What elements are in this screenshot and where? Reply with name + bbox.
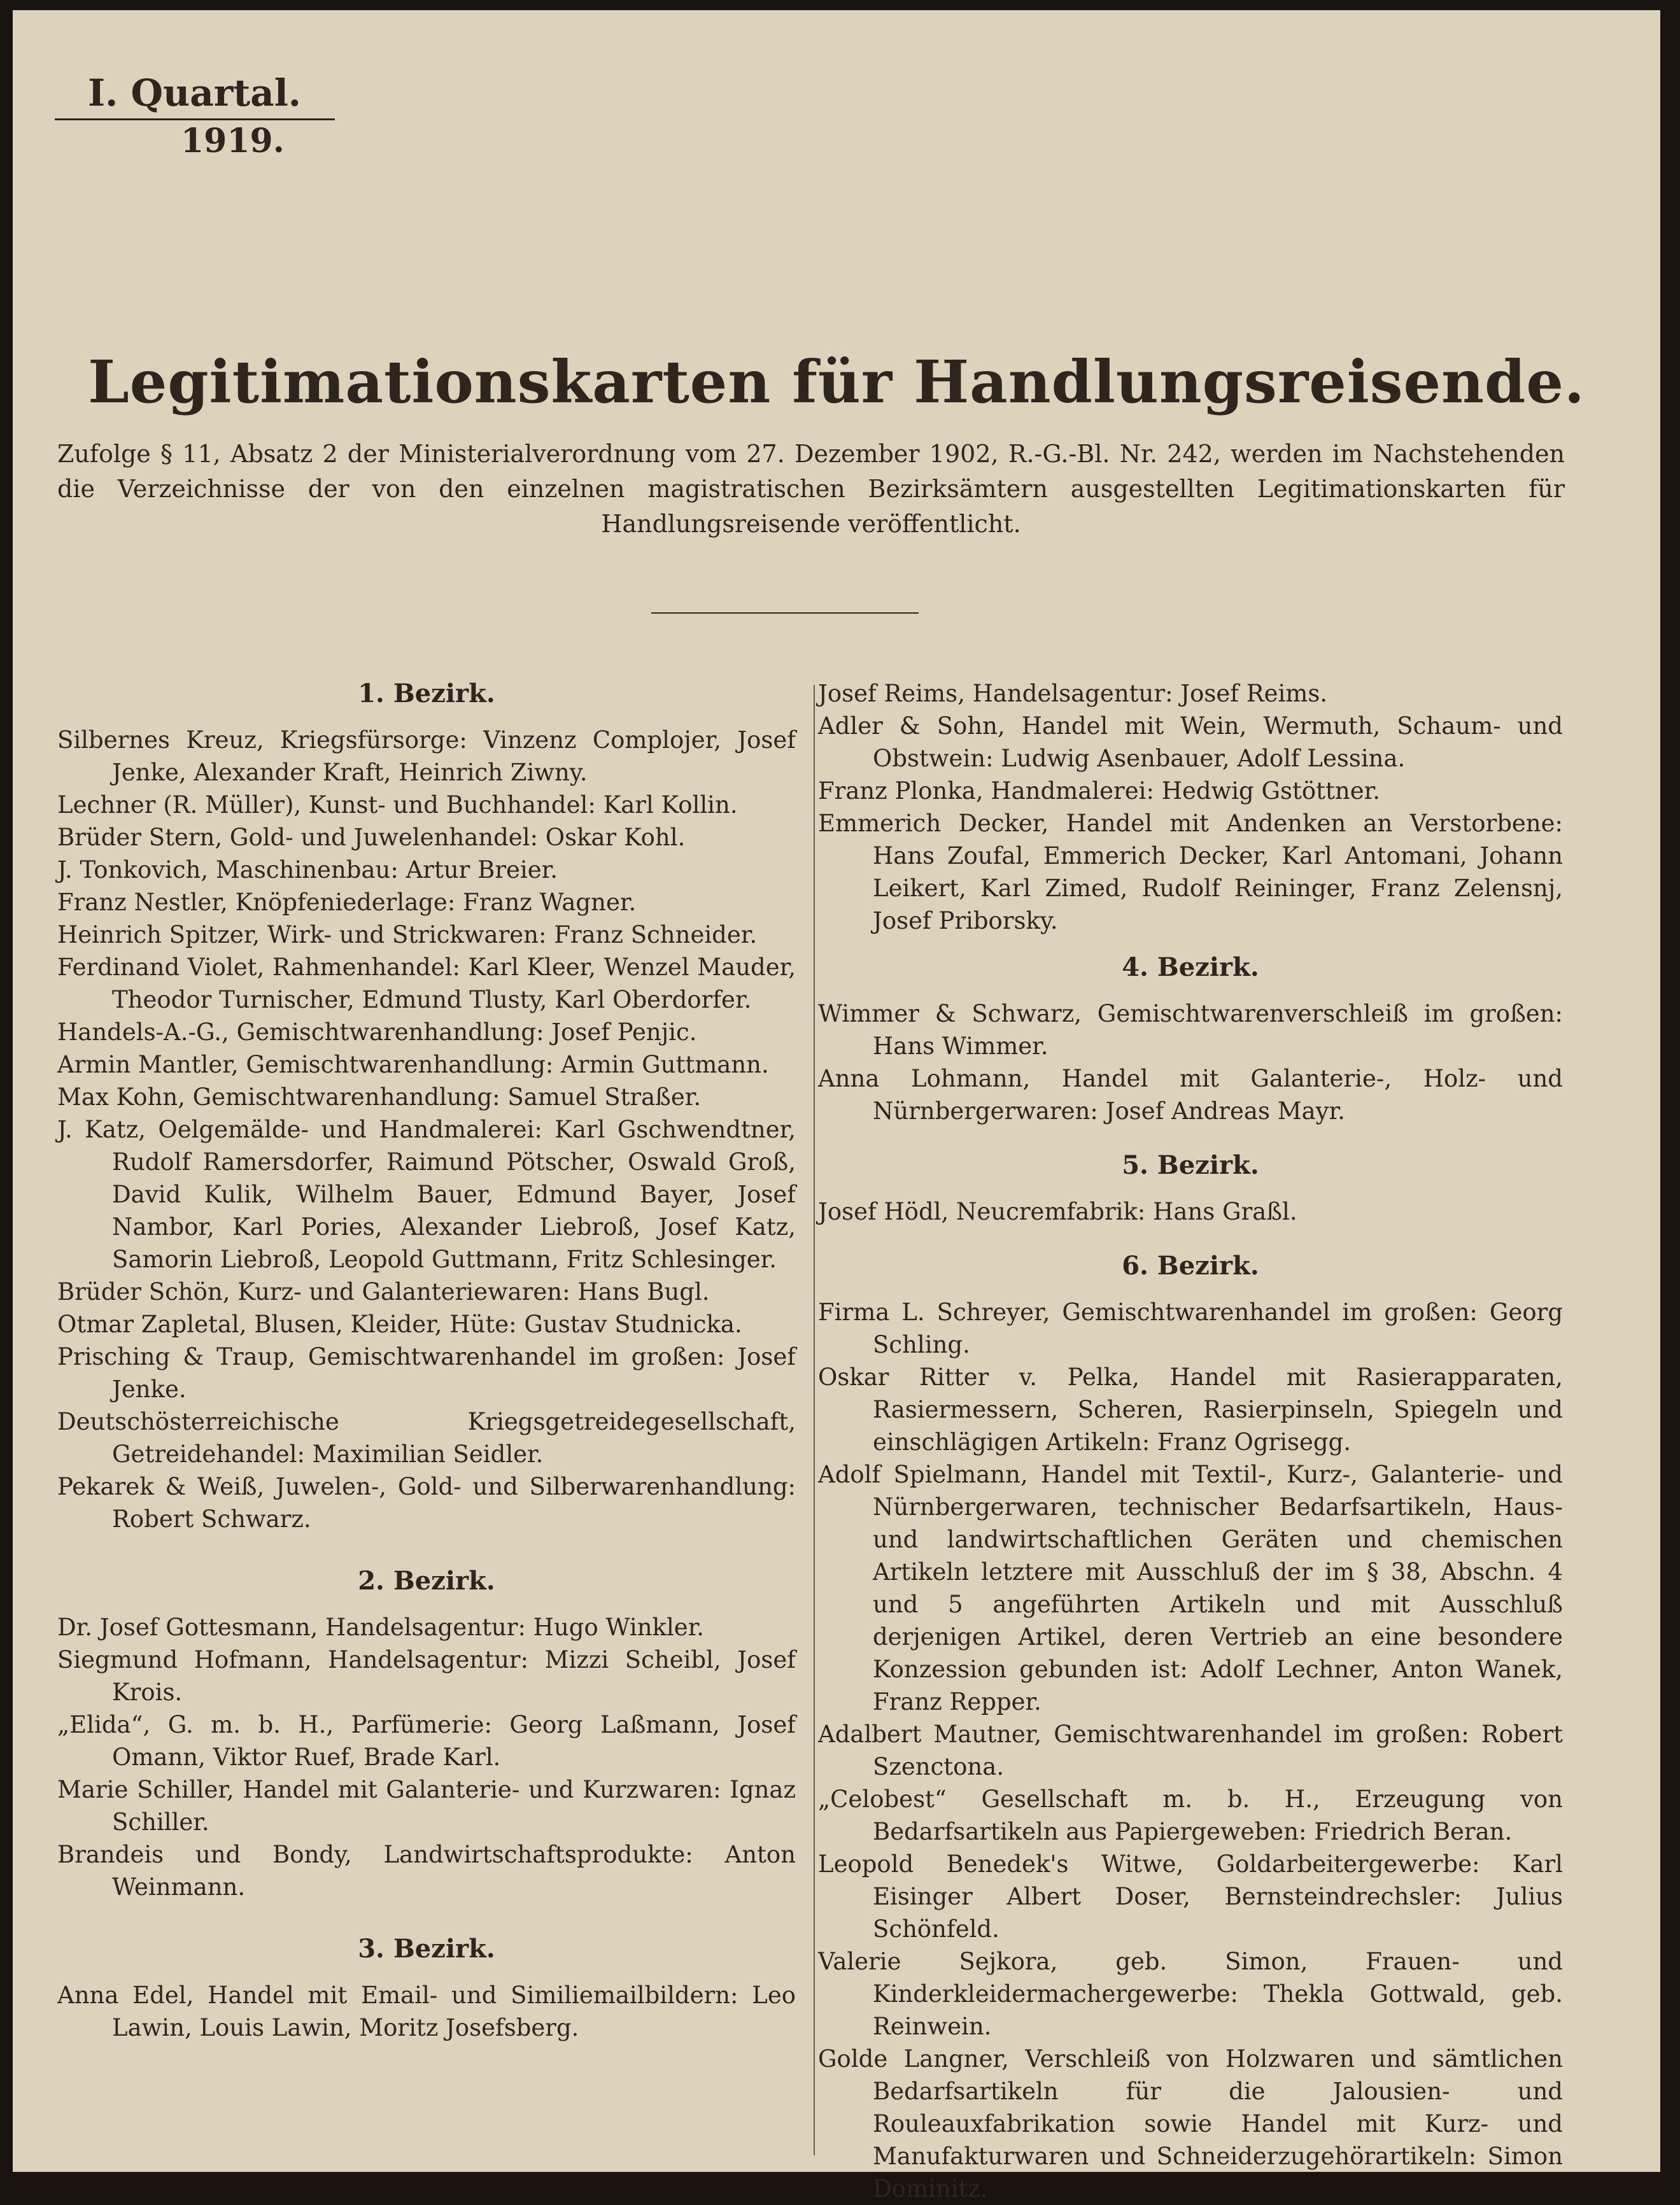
list-item: Franz Nestler, Knöpfeniederlage: Franz Wagner.	[57, 889, 637, 916]
list-item: Prisching & Traup, Gemischtwarenhandel im großen: Josef Jenke.	[57, 1343, 796, 1403]
column-divider	[814, 685, 815, 2155]
list-item: Handels-A.-G., Gemischtwarenhandlung: Josef Penjic.	[57, 1018, 697, 1046]
list-item: Brüder Stern, Gold- und Juwelenhandel: Oskar Kohl.	[57, 824, 686, 851]
list-item: Anna Lohmann, Handel mit Galanterie-, Holz- und Nürnbergerwaren: Josef Andreas Mayr.	[818, 1065, 1563, 1125]
intro-paragraph: Zufolge § 11, Absatz 2 der Ministerialverordnung vom 27. Dezember 1902, R.-G.-Bl. Nr. 242, werden im Nachstehenden die Verzeichnisse der von den einzelnen magistratischen Bezirksämtern ausgestellten Legitimationskarten für Handlungsreisende veröffentlicht.	[57, 440, 1565, 538]
right-column	[818, 677, 1563, 2205]
list-item: Ferdinand Violet, Rahmenhandel: Karl Kleer, Wenzel Mauder, Theodor Turnischer, Edmund Tlusty, Karl Oberdorfer.	[57, 954, 796, 1013]
list-item: J. Katz, Oelgemälde- und Handmalerei: Karl Gschwendtner, Rudolf Ramersdorfer, Raimund Pötscher, Oswald Groß, David Kulik, Wilhelm Bauer, Edmund Bayer, Josef Nambor, Karl Pories, Alexander Liebroß, Josef Katz, Samorin Liebroß, Leopold Guttmann, Fritz Schlesinger.	[57, 1116, 796, 1273]
district-heading: 3. Bezirk.	[358, 1934, 495, 1964]
list-item: Adolf Spielmann, Handel mit Textil-, Kurz-, Galanterie- und Nürnbergerwaren, technischer Bedarfsartikeln, Haus- und landwirtschaftlichen Geräten und chemischen Artikeln letztere mit Ausschluß der im § 38, Abschn. 4 und 5 angeführten Artikeln und mit Ausschluß derjenigen Artikel, deren Vertrieb an eine besondere Konzession gebunden ist: Adolf Lechner, Anton Wanek, Franz Repper.	[818, 1461, 1563, 1715]
list-item: Otmar Zapletal, Blusen, Kleider, Hüte: Gustav Studnicka.	[57, 1311, 742, 1338]
list-item: Max Kohn, Gemischtwarenhandlung: Samuel Straßer.	[57, 1083, 702, 1111]
list-item: Emmerich Decker, Handel mit Andenken an Verstorbene: Hans Zoufal, Emmerich Decker, Karl Antomani, Johann Leikert, Karl Zimed, Rudolf Reininger, Franz Zelensnj, Josef Priborsky.	[818, 810, 1563, 934]
list-item: Brüder Schön, Kurz- und Galanteriewaren: Hans Bugl.	[57, 1278, 710, 1306]
quarter-header	[55, 71, 335, 160]
list-item: Josef Hödl, Neucremfabrik: Hans Graßl.	[818, 1198, 1297, 1225]
list-item: Wimmer & Schwarz, Gemischtwarenverschleiß im großen: Hans Wimmer.	[818, 1000, 1563, 1060]
district-heading: 2. Bezirk.	[358, 1566, 495, 1596]
list-item: Valerie Sejkora, geb. Simon, Frauen- und Kinderkleidermachergewerbe: Thekla Gottwald, geb. Reinwein.	[818, 1948, 1563, 2040]
year-label: 1919.	[181, 122, 285, 160]
divider	[651, 612, 919, 614]
district-heading: 5. Bezirk.	[1122, 1150, 1259, 1180]
list-item: Josef Reims, Handelsagentur: Josef Reims.	[818, 680, 1328, 707]
list-item: Oskar Ritter v. Pelka, Handel mit Rasierapparaten, Rasiermessern, Scheren, Rasierpinseln, Spiegeln und einschlägigen Artikeln: Franz Ogrisegg.	[818, 1363, 1563, 1456]
list-item: Adalbert Mautner, Gemischtwarenhandel im großen: Robert Szenctona.	[818, 1721, 1563, 1780]
list-item: Leopold Benedek's Witwe, Goldarbeitergewerbe: Karl Eisinger Albert Doser, Bernsteindrechsler: Julius Schönfeld.	[818, 1850, 1563, 1943]
list-item: Deutschösterreichische Kriegsgetreidegesellschaft, Getreidehandel: Maximilian Seidler.	[57, 1408, 796, 1468]
district-heading: 1. Bezirk.	[358, 679, 495, 708]
left-column	[57, 677, 796, 2044]
list-item: Heinrich Spitzer, Wirk- und Strickwaren: Franz Schneider.	[57, 921, 758, 948]
list-item: Lechner (R. Müller), Kunst- und Buchhandel: Karl Kollin.	[57, 791, 738, 819]
document-page	[13, 10, 1660, 2202]
list-item: J. Tonkovich, Maschinenbau: Artur Breier.	[57, 856, 558, 884]
list-item: Armin Mantler, Gemischtwarenhandlung: Armin Guttmann.	[57, 1051, 769, 1078]
page-title: Legitimationskarten für Handlungsreisende.	[88, 348, 1585, 416]
list-item: „Celobest“ Gesellschaft m. b. H., Erzeugung von Bedarfsartikeln aus Papiergeweben: Friedrich Beran.	[818, 1786, 1563, 1845]
list-item: Pekarek & Weiß, Juwelen-, Gold- und Silberwarenhandlung: Robert Schwarz.	[57, 1473, 796, 1533]
list-item: Silbernes Kreuz, Kriegsfürsorge: Vinzenz Complojer, Josef Jenke, Alexander Kraft, Heinrich Ziwny.	[57, 726, 796, 786]
list-item: Golde Langner, Verschleiß von Holzwaren und sämtlichen Bedarfsartikeln für die Jalousien- und Rouleauxfabrikation sowie Handel mit Kurz- und Manufakturwaren und Schneiderzugehörartikeln: Simon Dominitz.	[818, 2045, 1563, 2202]
list-item: Siegmund Hofmann, Handelsagentur: Mizzi Scheibl, Josef Krois.	[57, 1646, 796, 1706]
district-heading: 4. Bezirk.	[1122, 952, 1259, 982]
list-item: Brandeis und Bondy, Landwirtschaftsprodukte: Anton Weinmann.	[57, 1841, 796, 1901]
list-item: Franz Plonka, Handmalerei: Hedwig Gstöttner.	[818, 777, 1381, 805]
list-item: Anna Edel, Handel mit Email- und Similiemailbildern: Leo Lawin, Louis Lawin, Moritz Josefsberg.	[57, 1982, 796, 2041]
list-item: Adler & Sohn, Handel mit Wein, Wermuth, Schaum- und Obstwein: Ludwig Asenbauer, Adolf Lessina.	[818, 712, 1563, 772]
list-item: „Elida“, G. m. b. H., Parfümerie: Georg Laßmann, Josef Omann, Viktor Ruef, Brade Karl.	[57, 1711, 796, 1771]
list-item: Firma L. Schreyer, Gemischtwarenhandel im großen: Georg Schling.	[818, 1299, 1563, 1358]
quarter-label: I. Quartal.	[55, 71, 335, 120]
district-heading: 6. Bezirk.	[1122, 1251, 1259, 1281]
list-item: Marie Schiller, Handel mit Galanterie- und Kurzwaren: Ignaz Schiller.	[57, 1776, 796, 1836]
list-item: Dr. Josef Gottesmann, Handelsagentur: Hugo Winkler.	[57, 1614, 705, 1641]
